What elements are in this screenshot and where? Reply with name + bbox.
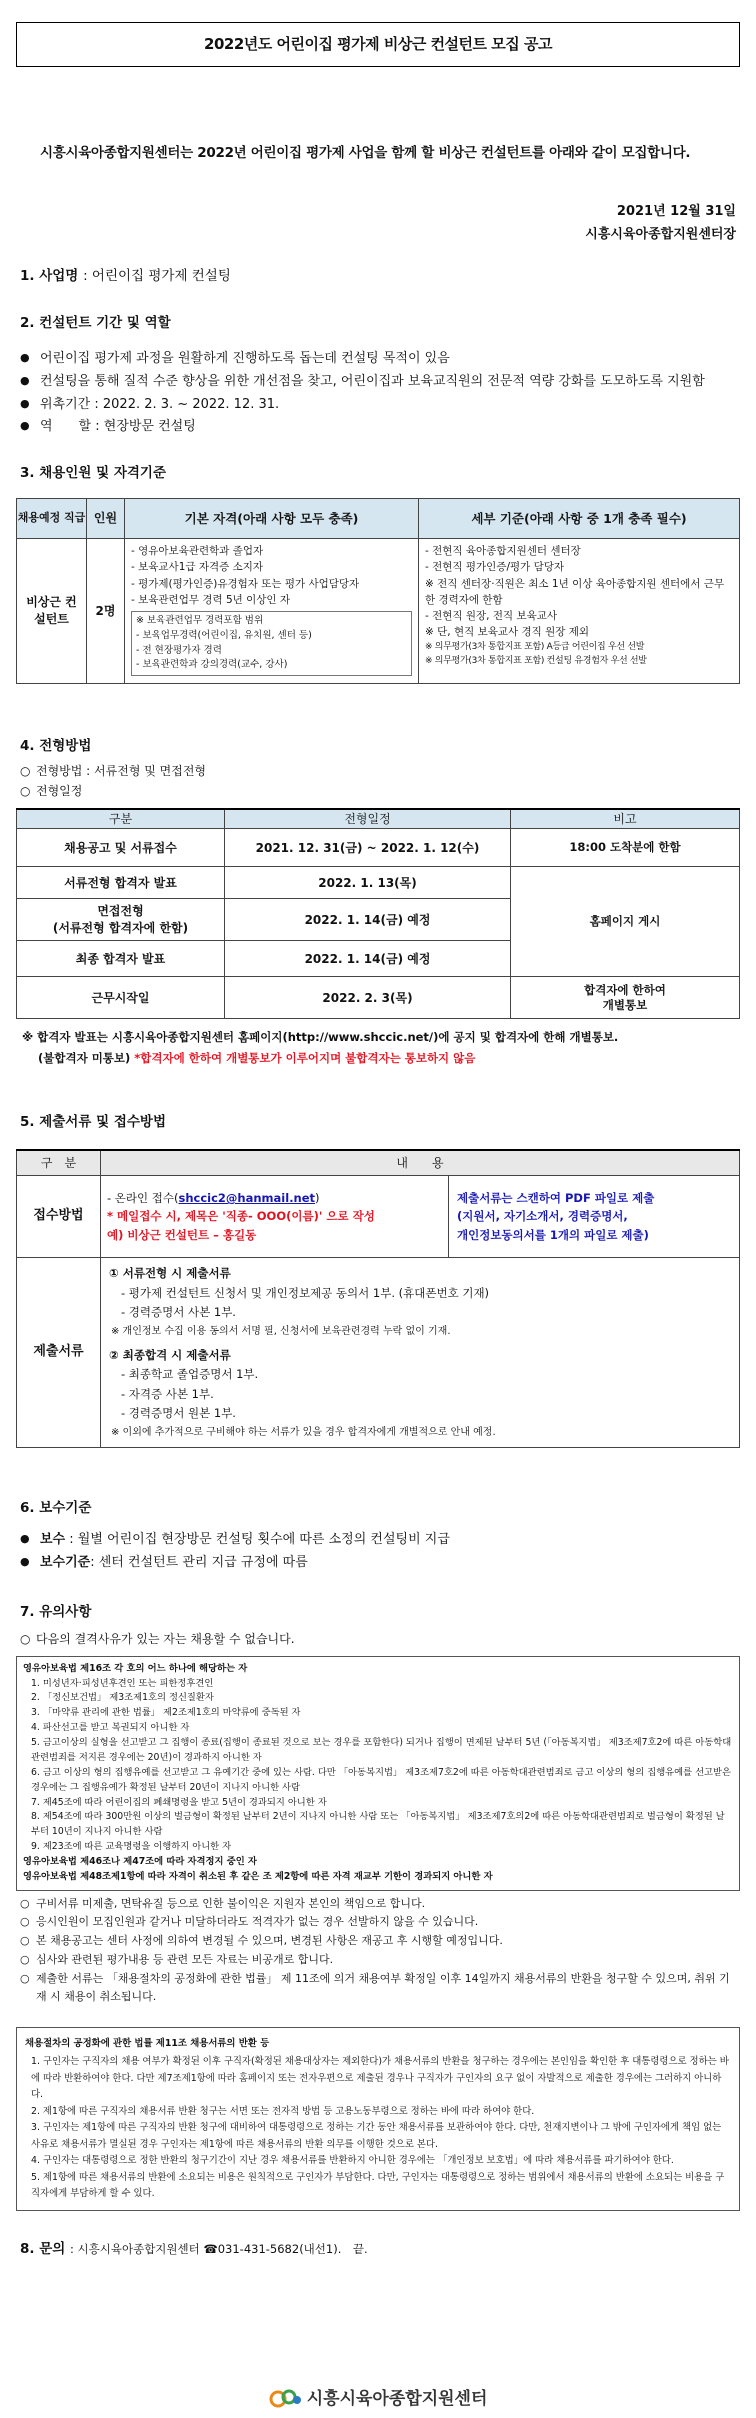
method-label: 접수방법 (17, 1176, 101, 1258)
basic-item: - 평가제(평가인증)유경험자 또는 평가 사업담당자 (131, 577, 360, 590)
detail-item: ※ 의무평가(3차 통합지표 포함) A등급 어린이집 우선 선발 (425, 641, 645, 652)
submit-note: 제출서류는 스캔하여 PDF 파일로 제출 (지원서, 자기소개서, 경력증명서, 개인정보동의서를 1개의 파일로 제출) (449, 1176, 740, 1258)
merged-note: 홈페이지 게시 (511, 867, 740, 977)
box1-line2: 영유아보육법 제46조나 제47조에 따라 자격정지 중인 자 (23, 1856, 257, 1867)
box2-title: 채용절차의 공정화에 관한 법률 제11조 채용서류의 반환 등 (25, 2037, 270, 2049)
box1-item: 5. 금고이상의 실형을 선고받고 그 집행이 종료(집행이 종료된 것으로 보는 경우를 포함한다) 되거나 집행이 면제된 날부터 5년 (「아동복지법」 제3조제7호2에 따른 아동학대관련범죄를 저지른 경우에는 20년)이 경과하지 아니한 자 (31, 1737, 732, 1763)
org-logo-icon (269, 2387, 303, 2411)
contact-text: : 시흥시육아종합지원센터 ☎031-431-5682(내선1). 끝. (70, 2242, 368, 2257)
section-4-list (16, 761, 740, 802)
online-end: ) (315, 1190, 320, 1205)
section-6-heading: 6. 보수기준 (20, 1499, 92, 1516)
row-date: 2021. 12. 31(금) ~ 2022. 1. 12(수) (225, 829, 511, 867)
doc-item: - 경력증명서 원본 1부. (121, 1406, 236, 1421)
item-text: : 센터 컨설턴트 관리 지급 규정에 따름 (90, 1554, 308, 1570)
row-date: 2022. 1. 13(목) (225, 867, 511, 899)
section-5-heading: 5. 제출서류 및 접수방법 (20, 1113, 166, 1130)
section-1 (20, 266, 740, 287)
section-8 (20, 2239, 740, 2260)
basic-note-box (131, 611, 412, 676)
schedule-footnote (16, 1027, 740, 1067)
col-header: 인원 (87, 499, 125, 539)
announce-date: 2021년 12월 31일 (616, 203, 736, 219)
box1-item: 6. 금고 이상의 형의 집행유예를 선고받고 그 유예기간 중에 있는 사람. 다만 「아동복지법」 제3조제7호2에 따른 아동학대관련범죄로 금고 이상의 형의 집행유예를 선고받은 경우에는 그 집행유예가 확정된 날부터 20년이 지나지 아니한 사람 (31, 1766, 732, 1793)
second-title: ② 최종합격 시 제출서류 (109, 1347, 231, 1362)
box2-item: 4. 구인자는 대통령령으로 정한 반환의 청구기간이 지난 경우 채용서류를 반환하지 아니한 경우에는 「개인정보 보호법」에 따라 채용서류를 파기하여야 한다. (31, 2155, 674, 2167)
list-item: ● 역 할 : 현장방문 컨설팅 (16, 416, 740, 439)
list-item: ○ 전형방법 : 서류전형 및 면접전형 (16, 761, 740, 781)
col-header: 세부 기준(아래 사항 중 1개 충족 필수) (419, 499, 740, 539)
detail-item: ※ 전직 센터장·직원은 최소 1년 이상 육아종합지원 센터에서 근무한 경력자에 한함 (425, 577, 725, 606)
submission-table (16, 1149, 740, 1448)
section-8-heading: 8. 문의 (20, 2241, 66, 2258)
box1-item: 3. 「마약류 관리에 관한 법률」 제2조제1호의 마약류에 중독된 자 (31, 1707, 301, 1719)
row-label: 최종 합격자 발표 (17, 941, 225, 977)
col-header: 구 분 (17, 1150, 101, 1176)
list-item: ● 컨설팅을 통해 질적 수준 향상을 위한 개선점을 찾고, 어린이집과 보육교직원의 전문적 역량 강화를 도모하도록 지원함 (16, 371, 740, 394)
grade-cell: 비상근 컨설턴트 (17, 539, 87, 684)
item-label: 보수기준 (40, 1554, 91, 1570)
page-title: 2022년도 어린이집 평가제 비상근 컨설턴트 모집 공고 (16, 22, 740, 67)
section-7-lead: ○ 다음의 결격사유가 있는 자는 채용할 수 없습니다. (16, 1629, 740, 1649)
doc-item: - 경력증명서 사본 1부. (121, 1305, 236, 1320)
docs-cell (101, 1258, 740, 1448)
doc-item: - 자격증 사본 1부. (121, 1386, 214, 1401)
detail-item: ※ 의무평가(3차 통합지표 포함) 컨설팅 유경험자 우선 선발 (425, 655, 647, 666)
method-cell (101, 1176, 449, 1258)
doc-item: - 평가제 컨설턴트 신청서 및 개인정보제공 동의서 1부. (휴대폰번호 기재) (121, 1285, 490, 1300)
list-item: ○ 본 채용공고는 센터 사정에 의하여 변경될 수 있으며, 변경된 사항은 재공고 후 시행할 예정입니다. (16, 1932, 740, 1951)
detail-item: - 전현직 평가인증/평가 담당자 (425, 561, 565, 574)
count-cell: 2명 (87, 539, 125, 684)
col-header: 전형일정 (225, 809, 511, 829)
section-2-list (16, 348, 740, 439)
mail-note: * 메일접수 시, 제목은 '직종- OOO(이름)' 으로 작성 예) 비상근 컨설턴트 – 홍길동 (107, 1209, 375, 1242)
first-title: ① 서류전형 시 제출서류 (109, 1266, 231, 1281)
footer-org-name: 시흥시육아종합지원센터 (306, 2388, 488, 2409)
intro-text: 시흥시육아종합지원센터는 2022년 어린이집 평가제 사업을 함께 할 비상근 컨설턴트를 아래와 같이 모집합니다. (40, 145, 691, 162)
box1-item: 2. 「정신보건법」 제3조제1호의 정신질환자 (31, 1692, 214, 1704)
basic-note-item: - 보육업무경력(어린이집, 유치원, 센터 등) (136, 629, 312, 641)
detail-item: - 전현직 원장, 전직 보육교사 (425, 610, 558, 623)
docs-label: 제출서류 (17, 1258, 101, 1448)
section-7-notes (16, 1895, 740, 2007)
row-date: 2022. 2. 3(목) (225, 977, 511, 1019)
signature-block (16, 201, 736, 247)
basic-note-item: - 보육관련학과 강의경력(교수, 강사) (136, 659, 288, 671)
row-label: 면접전형 (서류전형 합격자에 한함) (17, 899, 225, 941)
section-1-heading: 1. 사업명 (20, 268, 79, 285)
list-item (16, 1552, 740, 1575)
row-date: 2022. 1. 14(금) 예정 (225, 941, 511, 977)
box1-title: 영유아보육법 제16조 각 호의 어느 하나에 해당하는 자 (23, 1662, 248, 1674)
detail-item: ※ 단, 현직 보육교사 경직 원장 제외 (425, 626, 590, 639)
basic-item: - 보육관련업무 경력 5년 이상인 자 (131, 593, 291, 606)
detail-cell (419, 539, 740, 684)
box2-item: 1. 구인자는 구직자의 채용 여부가 확정된 이후 구직자(확정된 채용대상자는 제외한다)가 채용서류의 반환을 청구하는 경우에는 본인임을 확인한 후 대통령령으로 정하는 바에 따라 반환하여야 한다. 다만 제7조제1항에 따라 홈페이지 또는 전자우편으로 제출된 경우나 구직자가 구인자의 요구 없이 자발적으로 제출한 경우에는 그러하지 아니하다. (31, 2056, 729, 2101)
return-docs-box (16, 2027, 740, 2212)
footnote-1: ※ 합격자 발표는 시흥시육아종합지원센터 홈페이지(http://www.shccic.net/)에 공지 및 합격자에 한해 개별통보. (22, 1030, 619, 1045)
list-item: ○ 구비서류 미제출, 면탁유질 등으로 인한 불이익은 지원자 본인의 책임으로 합니다. (16, 1895, 740, 1914)
box2-item: 2. 제1항에 따른 구직자의 채용서류 반환 청구는 서면 또는 전자적 방법 등 고용노동부령으로 정하는 바에 따라 하여야 한다. (31, 2105, 535, 2117)
row-label: 근무시작일 (17, 977, 225, 1019)
list-item: ○ 심사와 관련된 평가내용 등 관련 모든 자료는 비공개로 합니다. (16, 1951, 740, 1970)
list-item: ○ 전형일정 (16, 781, 740, 801)
box2-item: 3. 구인자는 제1항에 따른 구직자의 반환 청구에 대비하여 대통령령으로 정하는 기간 동안 채용서류를 보관하여야 한다. 다만, 천재지변이나 그 밖에 구인자에게 책임 없는 사유로 채용서류가 멸실된 경우 구인자는 제1항에 따른 채용서류의 반환 의무를 이행한 것으로 본다. (31, 2122, 722, 2150)
box1-item: 9. 제23조에 따른 교육명령을 이행하지 아니한 자 (31, 1841, 232, 1853)
box1-line3: 영유아보육법 제48조제1항에 따라 자격이 취소된 후 같은 조 제2항에 따른 자격 재교부 기한이 경과되지 아니한 자 (23, 1870, 493, 1882)
row-date: 2022. 1. 14(금) 예정 (225, 899, 511, 941)
basic-note-title: ※ 보육관련업무 경력포함 범위 (136, 615, 264, 627)
section-6-list (16, 1529, 740, 1575)
footnote-2b: *합격자에 한하여 개별통보가 이루어지며 불합격자는 통보하지 않음 (134, 1050, 476, 1065)
online-label: - 온라인 접수( (107, 1190, 179, 1205)
list-item: ● 위촉기간 : 2022. 2. 3. ~ 2022. 12. 31. (16, 394, 740, 417)
col-header: 구분 (17, 809, 225, 829)
item-label: 보수 (40, 1531, 66, 1547)
row-label: 채용공고 및 서류접수 (17, 829, 225, 867)
item-text: : 월별 어린이집 현장방문 컨설팅 횟수에 따른 소정의 컨설팅비 지급 (69, 1531, 450, 1547)
section-3-heading: 3. 채용인원 및 자격기준 (20, 465, 166, 482)
basic-cell (125, 539, 419, 684)
footnote-2a: (불합격자 미통보) (38, 1050, 131, 1065)
qualification-table (16, 498, 740, 684)
box1-item: 7. 제45조에 따라 어린이집의 폐쇄명령을 받고 5년이 경과되지 아니한 자 (31, 1796, 327, 1808)
box2-item: 5. 제1항에 따른 채용서류의 반환에 소요되는 비용은 원칙적으로 구인자가 부담한다. 다만, 구인자는 대통령령으로 정하는 범위에서 채용서류의 반환에 소요되는 비용을 구직자에게 부담하게 할 수 있다. (31, 2171, 725, 2199)
box1-item: 1. 미성년자·피성년후견인 또는 피한정후견인 (31, 1677, 214, 1689)
row-note: 18:00 도착분에 한함 (511, 829, 740, 867)
row-note: 합격자에 한하여 개별통보 (511, 977, 740, 1019)
footnote-2 (22, 1048, 740, 1068)
doc-note: ※ 개인정보 수집 이용 동의서 서명 필, 신청서에 보육관련경력 누락 없이 기재. (111, 1325, 451, 1337)
col-header: 내 용 (101, 1150, 740, 1176)
basic-note-item: - 전 현장평가자 경력 (136, 644, 222, 656)
col-header: 채용예정 직급 (17, 499, 87, 539)
schedule-table (16, 808, 740, 1020)
box1-item: 8. 제54조에 따라 300만원 이상의 벌금형이 확정된 날부터 2년이 지나지 아니한 사람 또는 「아동복지법」 제3조제7호의2에 따른 아동학대관련범죄로 벌금형이 확정된 날부터 10년이 지나지 아니한 사람 (31, 1811, 725, 1838)
col-header: 비고 (511, 809, 740, 829)
row-label: 서류전형 합격자 발표 (17, 867, 225, 899)
footer (0, 2386, 756, 2412)
online-apply (107, 1189, 442, 1207)
section-1-value: : 어린이집 평가제 컨설팅 (83, 268, 231, 285)
list-item: ○ 응시인원이 모집인원과 같거나 미달하더라도 적격자가 없는 경우 선발하지 않을 수 있습니다. (16, 1913, 740, 1932)
section-7-heading: 7. 유의사항 (20, 1604, 92, 1621)
basic-item: - 영유아보육관련학과 졸업자 (131, 545, 264, 558)
section-4-heading: 4. 전형방법 (20, 738, 92, 755)
list-item: ● 어린이집 평가제 과정을 원활하게 진행하도록 돕는데 컨설팅 목적이 있음 (16, 348, 740, 371)
section-2-heading: 2. 컨설턴트 기간 및 역할 (20, 315, 171, 332)
box1-item: 4. 파산선고를 받고 복권되지 아니한 자 (31, 1722, 190, 1734)
org-signature: 시흥시육아종합지원센터장 (585, 226, 736, 242)
col-header: 기본 자격(아래 사항 모두 충족) (125, 499, 419, 539)
basic-item: - 보육교사1급 자격증 소지자 (131, 561, 264, 574)
doc-item: - 최종학교 졸업증명서 1부. (121, 1367, 259, 1382)
disqualification-box (16, 1656, 740, 1891)
email-link[interactable]: shccic2@hanmail.net (178, 1190, 316, 1205)
list-item (16, 1529, 740, 1552)
detail-item: - 전현직 육아종합지원센터 센터장 (425, 545, 581, 558)
doc-note: ※ 이외에 추가적으로 구비해야 하는 서류가 있을 경우 합격자에게 개별적으로 안내 예정. (111, 1426, 496, 1438)
list-item: ○ 제출한 서류는 「채용절차의 공정화에 관한 법률」 제 11조에 의거 채용여부 확정일 이후 14일까지 채용서류의 반환을 청구할 수 있으며, 취위 기재 시 채용이 취소됩니다. (16, 1970, 740, 2007)
